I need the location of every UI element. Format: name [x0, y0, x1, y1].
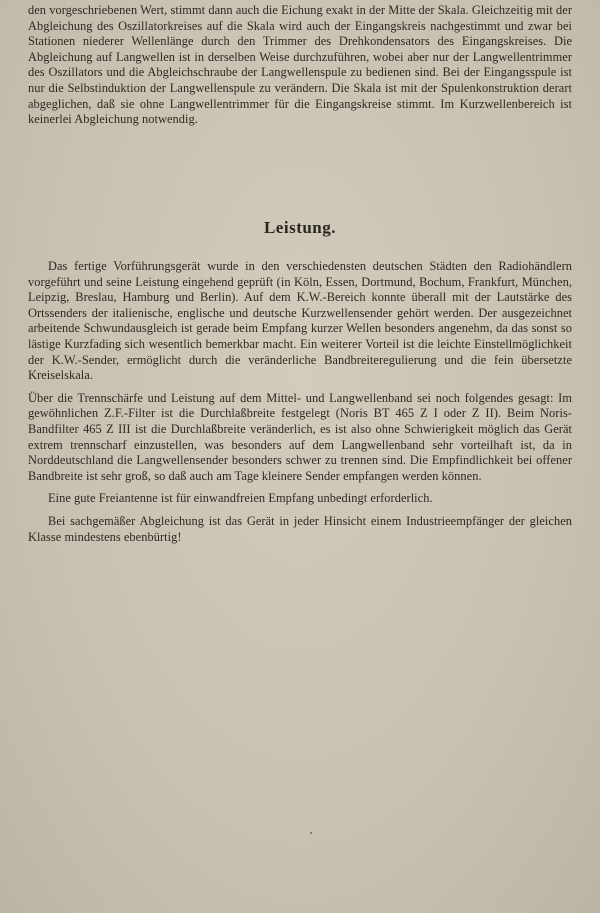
paragraph-selectivity: Über die Trennschärfe und Leistung auf dem Mittel- und Langwellenband sei noch folgendes gesagt: Im gewöhnlichen Z.F.-Filter ist die Durchlaßbreite festgelegt (Noris BT 465 Z I oder Z II). Beim Noris-Bandfilter 465 Z III ist die Durchlaßbreite veränderlich, es ist also ohne Schwierigkeit möglich das Gerät extrem trennscharf einzustellen, was besonders auf dem Langwellenband sehr vorteilhaft ist, da in Norddeutschland die Langwellensender besonders schwer zu trennen sind. Die Empfindlichkeit bei offener Bandbreite ist sehr groß, so daß auch am Tage kleinere Sender empfangen werden können.: [28, 390, 572, 483]
paragraph-performance: Das fertige Vorführungsgerät wurde in den verschiedensten deutschen Städten den Radiohändlern vorgeführt und seine Leistung eingehend geprüft (in Köln, Essen, Dortmund, Bochum, Frankfurt, München, Leipzig, Breslau, Hamburg und Berlin). Auf dem K.W.-Bereich konnte überall mit der Lautstärke des Ortssenders der italienische, englische und deutsche Kurzwellensender gehört werden. Der ausgezeichnet arbeitende Schwundausgleich ist gerade beim Empfang kurzer Wellen besonders angenehm, da das sonst so lästige Kurzfading sich wesentlich bemerkbar macht. Ein weiterer Vorteil ist die leichte Einstellmöglichkeit der K.W.-Sender, ermöglicht durch die veränderliche Bandbreiteregulierung und die fein übersetzte Kreiselskala.: [28, 259, 572, 383]
section-body: [28, 259, 572, 552]
section-heading: Leistung.: [263, 218, 337, 237]
continued-paragraph-block: [28, 3, 572, 128]
paper-speck: [310, 832, 312, 834]
paragraph-antenna: Eine gute Freiantenne ist für einwandfreien Empfang unbedingt erforderlich.: [48, 491, 433, 506]
continued-paragraph: den vorgeschriebenen Wert, stimmt dann auch die Eichung exakt in der Mitte der Skala. Gleichzeitig mit der Abgleichung des Oszillatorkreises auf die Skala wird auch der Eingangskreis nachgestimmt und zwar bei Stationen niederer Wellenlänge durch den Trimmer des Drehkondensators des Eingangskreises. Die Abgleichung auf Langwellen ist in derselben Weise durchzuführen, wobei aber nur der Langwellentrimmer des Oszillators und die Abgleichschraube der Langwellenspule zu bedienen sind. Bei der Eingangsspule ist nur die Selbstinduktion der Langwellenspule zu verändern. Die Skala ist mit der Spulenkonstruktion derart abgeglichen, daß sie ohne Langwellentrimmer für die Eingangskreise stimmt. Im Kurzwellenbereich ist keinerlei Abgleichung notwendig.: [28, 3, 572, 127]
paragraph-conclusion: Bei sachgemäßer Abgleichung ist das Gerät in jeder Hinsicht einem Industrieempfänger der gleichen Klasse mindestens ebenbürtig!: [28, 513, 572, 544]
